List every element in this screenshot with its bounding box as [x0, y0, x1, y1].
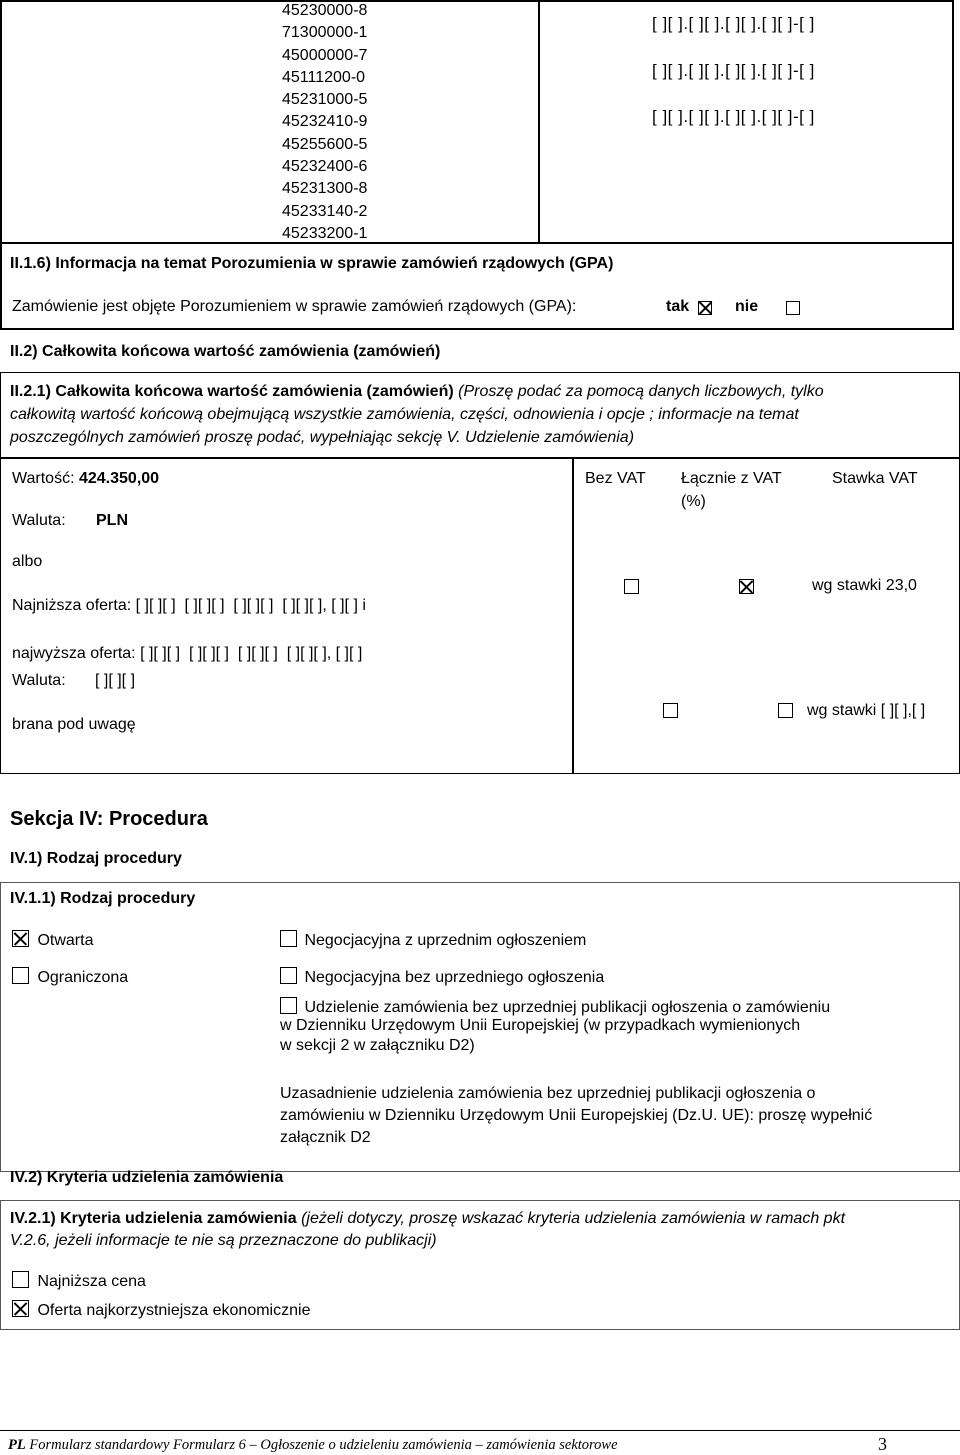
oferta-kor-label: Oferta najkorzystniejsza ekonomicznie	[37, 1302, 311, 1319]
neg-bez-checkbox[interactable]	[280, 967, 297, 984]
cpv-supplementary-slot: [ ][ ].[ ][ ].[ ][ ].[ ][ ]-[ ]	[652, 14, 815, 33]
row2-lacznie-vat-checkbox[interactable]	[778, 703, 793, 718]
page-number: 3	[878, 1434, 887, 1454]
iv21-heading	[10, 1210, 845, 1228]
total-value-subheading	[10, 383, 824, 401]
row1-vat-rate: wg stawki 23,0	[812, 577, 917, 594]
footer-rule	[0, 1430, 960, 1431]
cpv-code: 45111200-0	[282, 68, 366, 86]
uzasadnienie-text: załącznik D2	[280, 1129, 371, 1146]
cpv-code: 45230000-8	[282, 2, 368, 19]
gpa-tak-label: tak	[666, 298, 690, 315]
cpv-code: 45232400-6	[282, 158, 368, 176]
lowest-offer-slots: [ ][ ][ ] [ ][ ][ ] [ ][ ][ ] [ ][ ][ ], [ ][ ]	[135, 597, 358, 614]
lowest-offer-label: Najniższa oferta:	[12, 597, 132, 614]
cpv-code: 45232410-9	[282, 113, 368, 131]
iv21-note: V.2.6, jeżeli informacje te nie są przeznaczone do publikacji)	[10, 1232, 437, 1249]
total-value-note: (Proszę podać za pomocą danych liczbowych, tylko	[458, 383, 824, 400]
section4-title: Sekcja IV: Procedura	[10, 808, 208, 830]
gpa-nie-label: nie	[735, 298, 759, 315]
value-label: Wartość:	[12, 470, 75, 487]
gpa-question: Zamówienie jest objęte Porozumieniem w sprawie zamówień rządowych (GPA):	[12, 298, 577, 315]
total-value-note: poszczególnych zamówień proszę podać, wypełniając sekcję V. Udzielenie zamówienia)	[10, 429, 635, 446]
footer-text	[8, 1437, 618, 1454]
najnizsza-cena-label: Najniższa cena	[37, 1273, 146, 1290]
gpa-heading: II.1.6) Informacja na temat Porozumienia w sprawie zamówień rządowych (GPA)	[10, 255, 614, 272]
option-neg-bez[interactable]	[280, 967, 604, 987]
currency-value: PLN	[96, 512, 128, 529]
col-stawka-vat: Stawka VAT	[832, 470, 918, 487]
cpv-supplementary-slot: [ ][ ].[ ][ ].[ ][ ].[ ][ ]-[ ]	[652, 61, 815, 80]
ograniczona-checkbox[interactable]	[12, 967, 29, 984]
option-ograniczona[interactable]	[12, 967, 128, 987]
gpa-nie-checkbox[interactable]	[786, 301, 800, 315]
cpv-code: 45233200-1	[282, 224, 368, 242]
udzielenie-label: Udzielenie zamówienia bez uprzedniej publikacji ogłoszenia o zamówieniu	[304, 999, 831, 1016]
cpv-supplementary-slot: [ ][ ].[ ][ ].[ ][ ].[ ][ ]-[ ]	[652, 107, 815, 126]
option-udzielenie[interactable]	[280, 997, 830, 1017]
uzasadnienie-text: zamówieniu w Dzienniku Urzędowym Unii Europejskiej (Dz.U. UE): proszę wypełnić	[280, 1107, 873, 1124]
cpv-code: 45233140-2	[282, 202, 368, 220]
lowest-offer-suffix: i	[362, 597, 366, 614]
cpv-code: 45000000-7	[282, 46, 368, 64]
col-lacznie-vat-unit: (%)	[681, 493, 706, 510]
currency2-label: Waluta:	[12, 672, 66, 689]
currency-label: Waluta:	[12, 512, 66, 529]
najnizsza-cena-checkbox[interactable]	[12, 1271, 29, 1288]
footer-pl: PL	[8, 1437, 26, 1453]
col-lacznie-vat: Łącznie z VAT	[681, 470, 782, 487]
neg-z-checkbox[interactable]	[280, 930, 297, 947]
cpv-code: 45255600-5	[282, 135, 368, 153]
highest-offer-row	[12, 645, 362, 663]
otwarta-label: Otwarta	[37, 932, 94, 949]
total-value-subheading-bold: II.2.1) Całkowita końcowa wartość zamówienia (zamówień)	[10, 383, 454, 400]
udzielenie-label-cont: w Dzienniku Urzędowym Unii Europejskiej (w przypadkach wymienionych	[280, 1017, 801, 1034]
row2-bez-vat-checkbox[interactable]	[663, 703, 678, 718]
oferta-kor-checkbox[interactable]	[12, 1300, 29, 1317]
total-value-heading: II.2) Całkowita końcowa wartość zamówienia (zamówień)	[10, 343, 441, 360]
row1-lacznie-vat-checkbox[interactable]	[739, 579, 754, 594]
value-row	[12, 470, 159, 488]
iv1-heading: IV.1) Rodzaj procedury	[10, 850, 182, 867]
gpa-tak-checkbox[interactable]	[698, 301, 712, 315]
udzielenie-label-cont: w sekcji 2 w załączniku D2)	[280, 1037, 475, 1054]
total-value-note: całkowitą wartość końcową obejmującą wszystkie zamówienia, części, odnowienia i opcje ; informacje na temat	[10, 406, 799, 423]
cpv-col-divider	[538, 0, 540, 243]
considered-label: brana pod uwagę	[12, 716, 136, 733]
gpa-table-frame	[0, 0, 954, 330]
cpv-code: 45231300-8	[282, 180, 368, 198]
cpv-code-list	[282, 0, 367, 245]
cpv-code: 45231000-5	[282, 91, 368, 109]
value-row-divider	[0, 457, 960, 459]
iv11-heading: IV.1.1) Rodzaj procedury	[10, 890, 196, 907]
value-amount: 424.350,00	[78, 470, 160, 487]
or-label: albo	[12, 553, 43, 570]
iv21-heading-bold: IV.2.1) Kryteria udzielenia zamówienia	[10, 1210, 297, 1227]
neg-z-label: Negocjacyjna z uprzednim ogłoszeniem	[304, 932, 587, 949]
row1-bez-vat-checkbox[interactable]	[624, 579, 639, 594]
iv2-heading: IV.2) Kryteria udzielenia zamówienia	[10, 1169, 284, 1186]
option-najnizsza-cena[interactable]	[12, 1271, 146, 1291]
option-otwarta[interactable]	[12, 930, 93, 950]
uzasadnienie-text: Uzasadnienie udzielenia zamówienia bez uprzedniej publikacji ogłoszenia o	[280, 1085, 816, 1102]
otwarta-checkbox[interactable]	[12, 930, 29, 947]
lowest-offer-row	[12, 597, 366, 615]
ograniczona-label: Ograniczona	[37, 969, 129, 986]
currency2-slots: [ ][ ][ ]	[95, 672, 136, 689]
col-bez-vat: Bez VAT	[585, 470, 646, 487]
cpv-row-divider	[0, 242, 954, 244]
option-oferta-kor[interactable]	[12, 1300, 310, 1320]
option-neg-z[interactable]	[280, 930, 586, 950]
value-col-divider	[572, 457, 574, 773]
udzielenie-checkbox[interactable]	[280, 997, 297, 1014]
cpv-code: 71300000-1	[282, 24, 368, 42]
footer-form-title: Formularz standardowy Formularz 6 – Ogłoszenie o udzieleniu zamówienia – zamówienia sektorowe	[29, 1437, 618, 1453]
iv21-note: (jeżeli dotyczy, proszę wskazać kryteria udzielenia zamówienia w ramach pkt	[301, 1210, 846, 1227]
highest-offer-label: najwyższa oferta:	[12, 645, 136, 662]
highest-offer-slots: [ ][ ][ ] [ ][ ][ ] [ ][ ][ ] [ ][ ][ ], [ ][ ]	[140, 645, 363, 662]
neg-bez-label: Negocjacyjna bez uprzedniego ogłoszenia	[304, 969, 605, 986]
row2-vat-rate: wg stawki [ ][ ],[ ]	[807, 702, 926, 719]
